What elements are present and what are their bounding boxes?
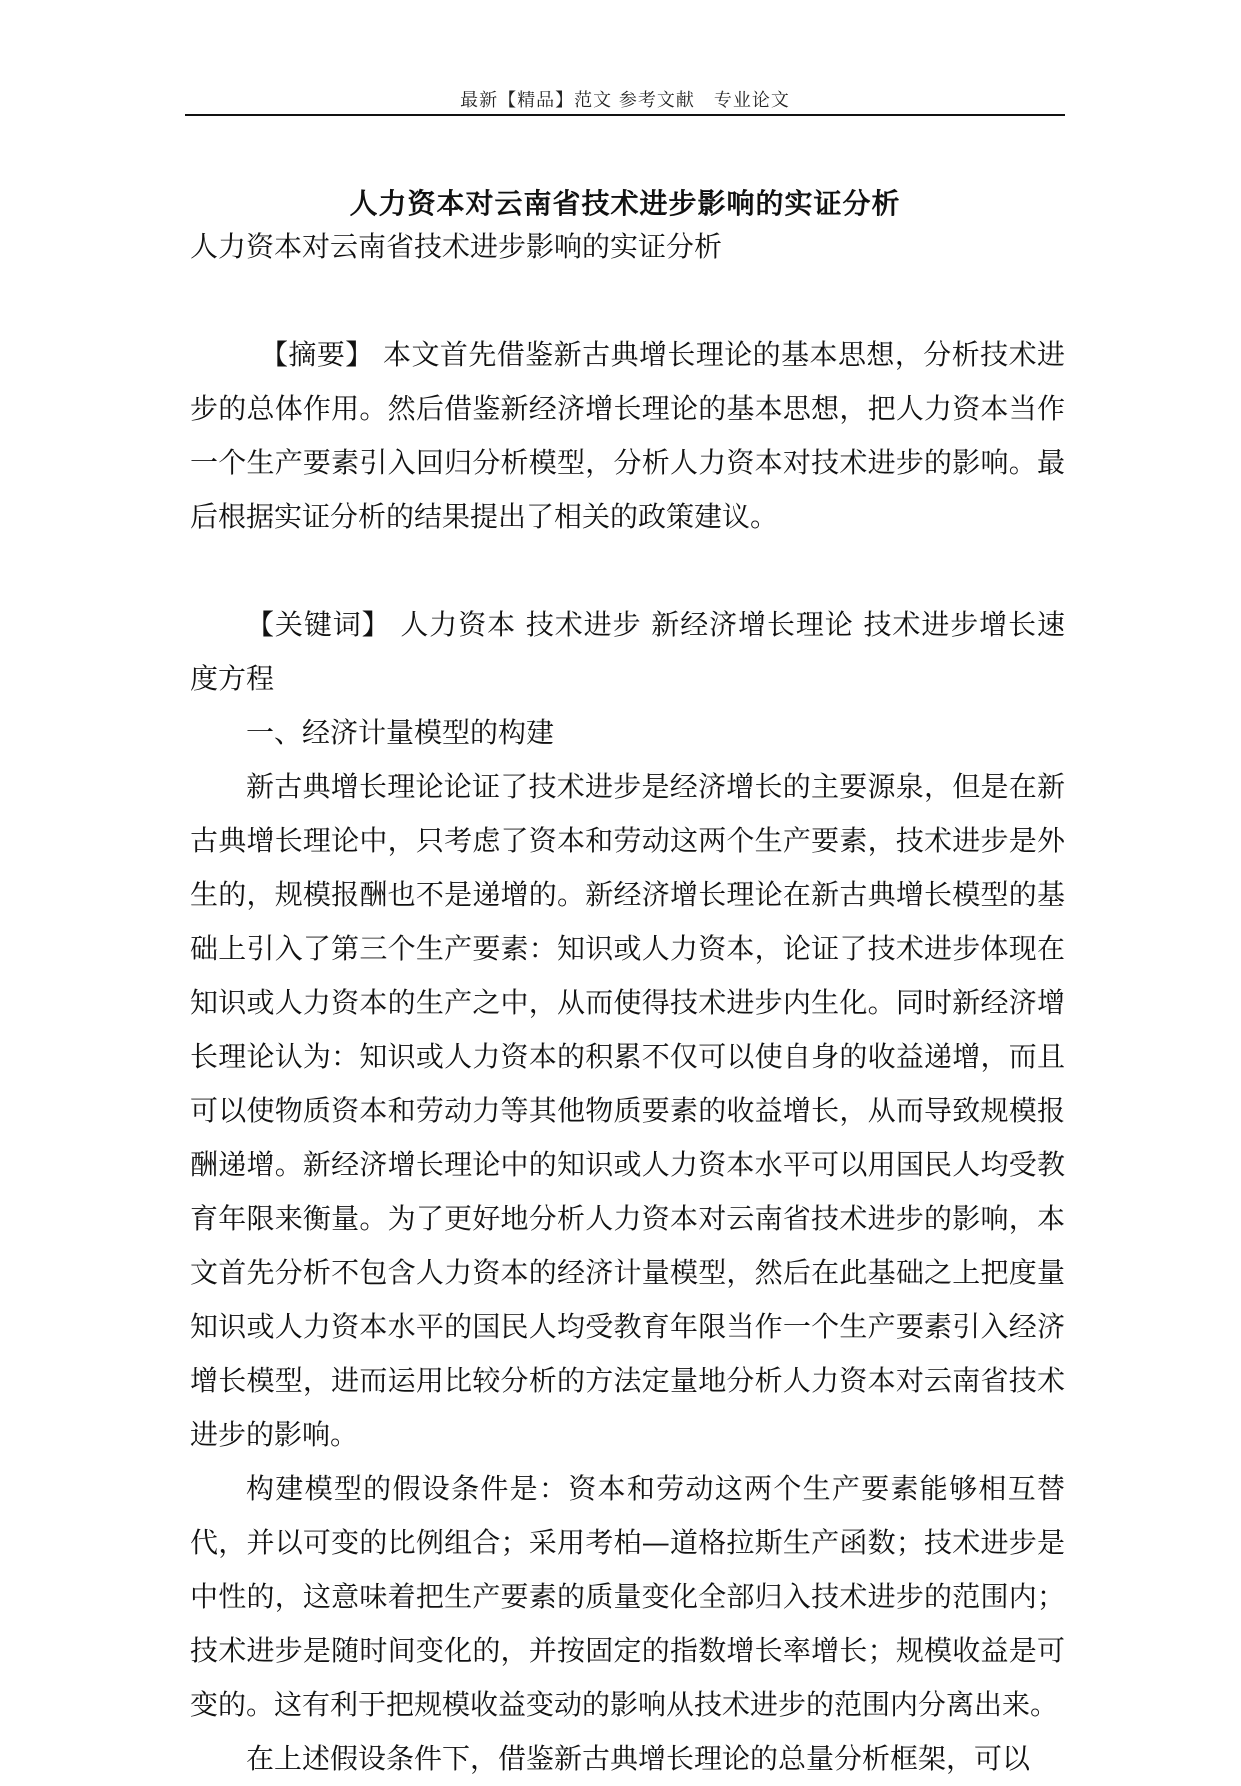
abstract-paragraph: 【摘要】 本文首先借鉴新古典增长理论的基本思想，分析技术进步的总体作用。然后借鉴新经济增长理论的基本思想，把人力资本当作一个生产要素引入回归分析模型，分析人力资本对技术进步的影响。最后根据实证分析的结果提出了相关的政策建议。 [190,338,1065,533]
header-rule [185,114,1065,116]
body-paragraph: 在上述假设条件下，借鉴新古典增长理论的总量分析框架，可以 [246,1742,1031,1775]
document-title: 人力资本对云南省技术进步影响的实证分析 [349,186,901,220]
document-subtitle: 人力资本对云南省技术进步影响的实证分析 [190,230,723,263]
keywords-paragraph: 【关键词】 人力资本 技术进步 新经济增长理论 技术进步增长速度方程 [190,608,1065,695]
document-body [190,220,1065,1786]
body-paragraph: 新古典增长理论论证了技术进步是经济增长的主要源泉，但是在新古典增长理论中，只考虑了资本和劳动这两个生产要素，技术进步是外生的，规模报酬也不是递增的。新经济增长理论在新古典增长模型的基础上引入了第三个生产要素：知识或人力资本，论证了技术进步体现在知识或人力资本的生产之中，从而使得技术进步内生化。同时新经济增长理论认为：知识或人力资本的积累不仅可以使自身的收益递增，而且可以使物质资本和劳动力等其他物质要素的收益增长，从而导致规模报酬递增。新经济增长理论中的知识或人力资本水平可以用国民人均受教育年限来衡量。为了更好地分析人力资本对云南省技术进步的影响，本文首先分析不包含人力资本的经济计量模型，然后在此基础之上把度量知识或人力资本水平的国民人均受教育年限当作一个生产要素引入经济增长模型，进而运用比较分析的方法定量地分析人力资本对云南省技术进步的影响。 [190,770,1065,1451]
page-header: 最新【精品】范文 参考文献 专业论文 [460,90,790,111]
section-heading: 一、经济计量模型的构建 [246,716,555,749]
body-paragraph: 构建模型的假设条件是：资本和劳动这两个生产要素能够相互替代，并以可变的比例组合；采用考柏—道格拉斯生产函数；技术进步是中性的，这意味着把生产要素的质量变化全部归入技术进步的范围内；技术进步是随时间变化的，并按固定的指数增长率增长；规模收益是可变的。这有利于把规模收益变动的影响从技术进步的范围内分离出来。 [190,1472,1065,1721]
